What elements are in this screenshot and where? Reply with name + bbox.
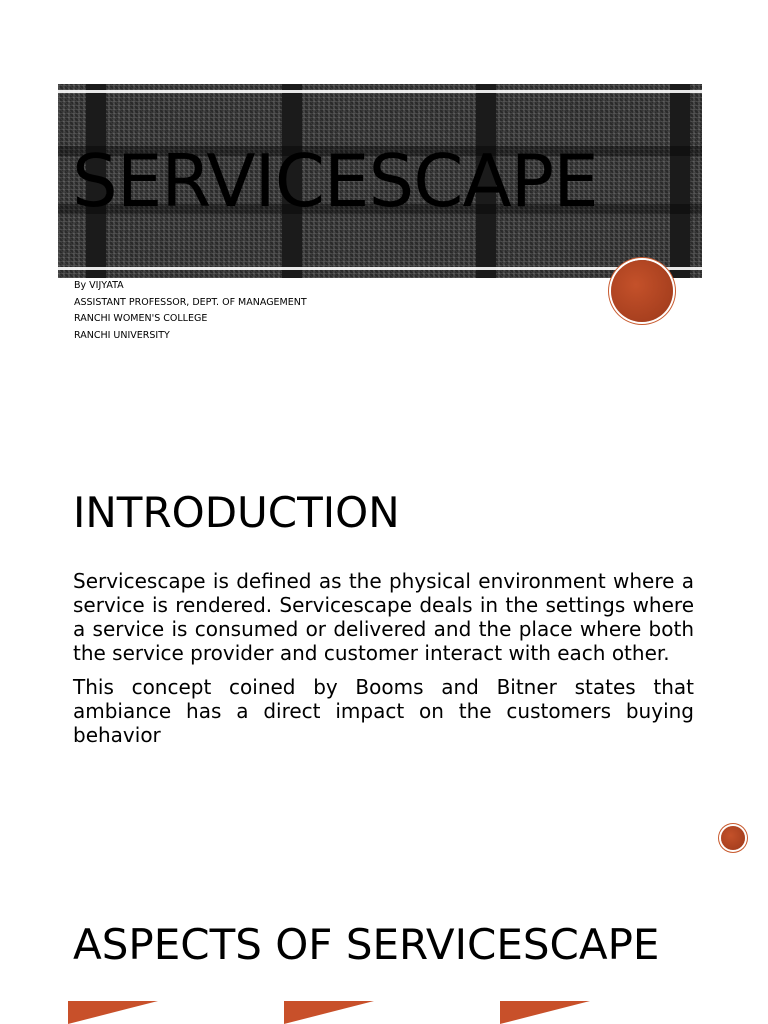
decorative-triangle	[500, 1001, 590, 1024]
byline-position: ASSISTANT PROFESSOR, DEPT. OF MANAGEMENT	[74, 296, 307, 308]
decorative-circle	[611, 260, 673, 322]
banner-stripe	[670, 84, 690, 278]
decorative-triangle	[284, 1001, 374, 1024]
aspects-slide	[0, 864, 768, 1024]
byline-author: By VIJYATA	[74, 280, 124, 291]
paragraph: Servicescape is defined as the physical environment where a service is rendered. Servicescape deals in the settings where a service is consumed or delivered and the place where both the service provider and customer interact with each other.	[73, 569, 694, 665]
introduction-slide	[0, 432, 768, 864]
banner-line	[58, 90, 702, 93]
title-banner	[58, 84, 702, 278]
slide-body	[73, 569, 694, 757]
decorative-circle	[721, 826, 745, 850]
decorative-triangle	[68, 1001, 158, 1024]
slide-heading: ASPECTS OF SERVICESCAPE	[73, 920, 660, 969]
paragraph: This concept coined by Booms and Bitner states that ambiance has a direct impact on the customers buying behavior	[73, 675, 694, 747]
slide-title: SERVICESCAPE	[72, 139, 598, 223]
byline-college: RANCHI WOMEN'S COLLEGE	[74, 313, 208, 324]
byline-university: RANCHI UNIVERSITY	[74, 329, 170, 341]
title-slide	[0, 0, 768, 432]
banner-line	[58, 267, 702, 270]
slide-heading: INTRODUCTION	[73, 488, 400, 537]
author-byline	[74, 278, 307, 344]
